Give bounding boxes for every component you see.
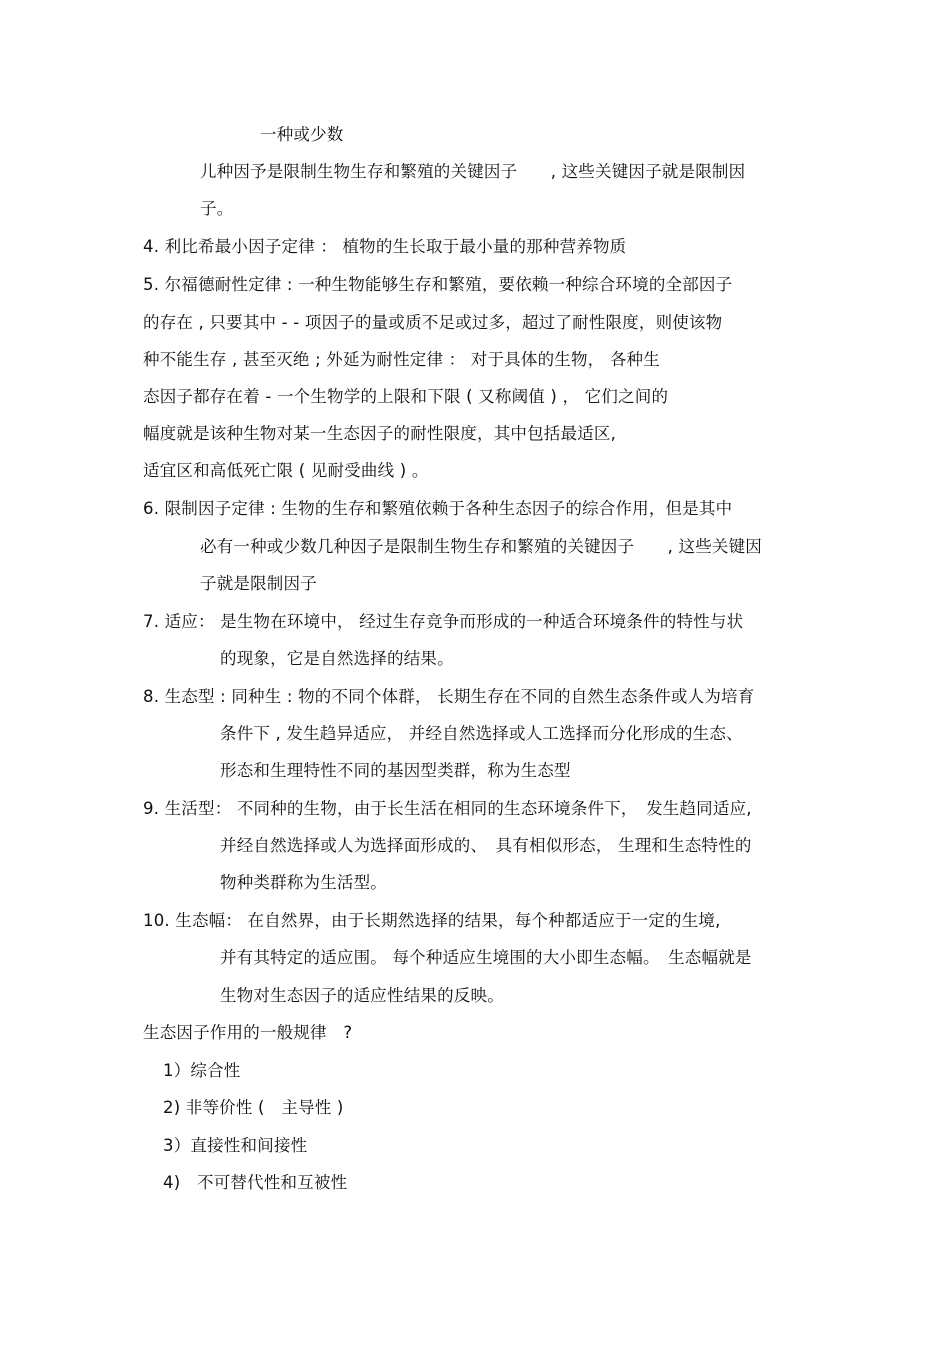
text-line: 儿种因予是限制生物生存和繁殖的关键因子 , 这些关键因子就是限制因 [200,162,746,181]
item-10-title: 10. 生态幅： 在自然界，由于长期然选择的结果，每个种都适应于一定的生境, [143,911,721,930]
text-line: 并经自然选择或人为选择面形成的、 具有相似形态， 生理和生态特性的 [220,836,752,855]
item-8-title: 8. 生态型 : 同种生 : 物的不同个体群， 长期生存在不同的自然生态条件或人为培育 [143,687,755,706]
item-7-title: 7. 适应： 是生物在环境中， 经过生存竞争而形成的一种适合环境条件的特性与状 [143,612,744,631]
text-line: 物种类群称为生活型。 [220,873,387,892]
text-line: 生物对生态因子的适应性结果的反映。 [220,986,504,1005]
item-9-title: 9. 生活型： 不同种的生物，由于长生活在相同的生态环境条件下， 发生趋同适应, [143,799,752,818]
item-6-title: 6. 限制因子定律 : 生物的生存和繁殖依赖于各种生态因子的综合作用，但是其中 [143,499,733,518]
item-4-title: 4. 利比希最小因子定律 ： 植物的生长取于最小量的那种营养物质 [143,237,627,256]
list-item: 3）直接性和间接性 [163,1136,308,1155]
text-line: 种不能生存 , 甚至灭绝 ; 外延为耐性定律 ： 对于具体的生物， 各种生 [143,350,660,369]
text-line: 的现象，它是自然选择的结果。 [220,649,454,668]
text-line: 形态和生理特性不同的基因型类群，称为生态型 [220,761,571,780]
text-line: 态因子都存在着 - 一个生物学的上限和下限 ( 又称阈值 ) ， 它们之间的 [143,387,669,406]
text-line: 的存在 , 只要其中 - - 项因子的量或质不足或过多，超过了耐性限度，则使该物 [143,313,723,332]
item-5-title: 5. 尔福德耐性定律 : 一种生物能够生存和繁殖，要依赖一种综合环境的全部因子 [143,275,733,294]
text-line: 并有其特定的适应围。 每个种适应生境围的大小即生态幅。 生态幅就是 [220,948,752,967]
list-item: 1）综合性 [163,1061,241,1080]
text-line: 子。 [200,199,234,218]
text-line: 幅度就是该种生物对某一生态因子的耐性限度，其中包括最适区, [143,424,617,443]
list-item: 2) 非等价性 ( 主导性 ) [163,1098,344,1117]
text-line: 子就是限制因子 [200,574,317,593]
text-line: 必有一种或少数几种因子是限制生物生存和繁殖的关键因子 , 这些关键因 [200,537,762,556]
text-line: 条件下 , 发生趋异适应， 并经自然选择或人工选择而分化形成的生态、 [220,724,743,743]
list-item: 4) 不可替代性和互被性 [163,1173,348,1192]
section-heading: 生态因子作用的一般规律 ? [143,1023,353,1042]
text-line: 适宜区和高低死亡限 ( 见耐受曲线 ) 。 [143,461,429,480]
text-line: 一种或少数 [260,125,344,144]
